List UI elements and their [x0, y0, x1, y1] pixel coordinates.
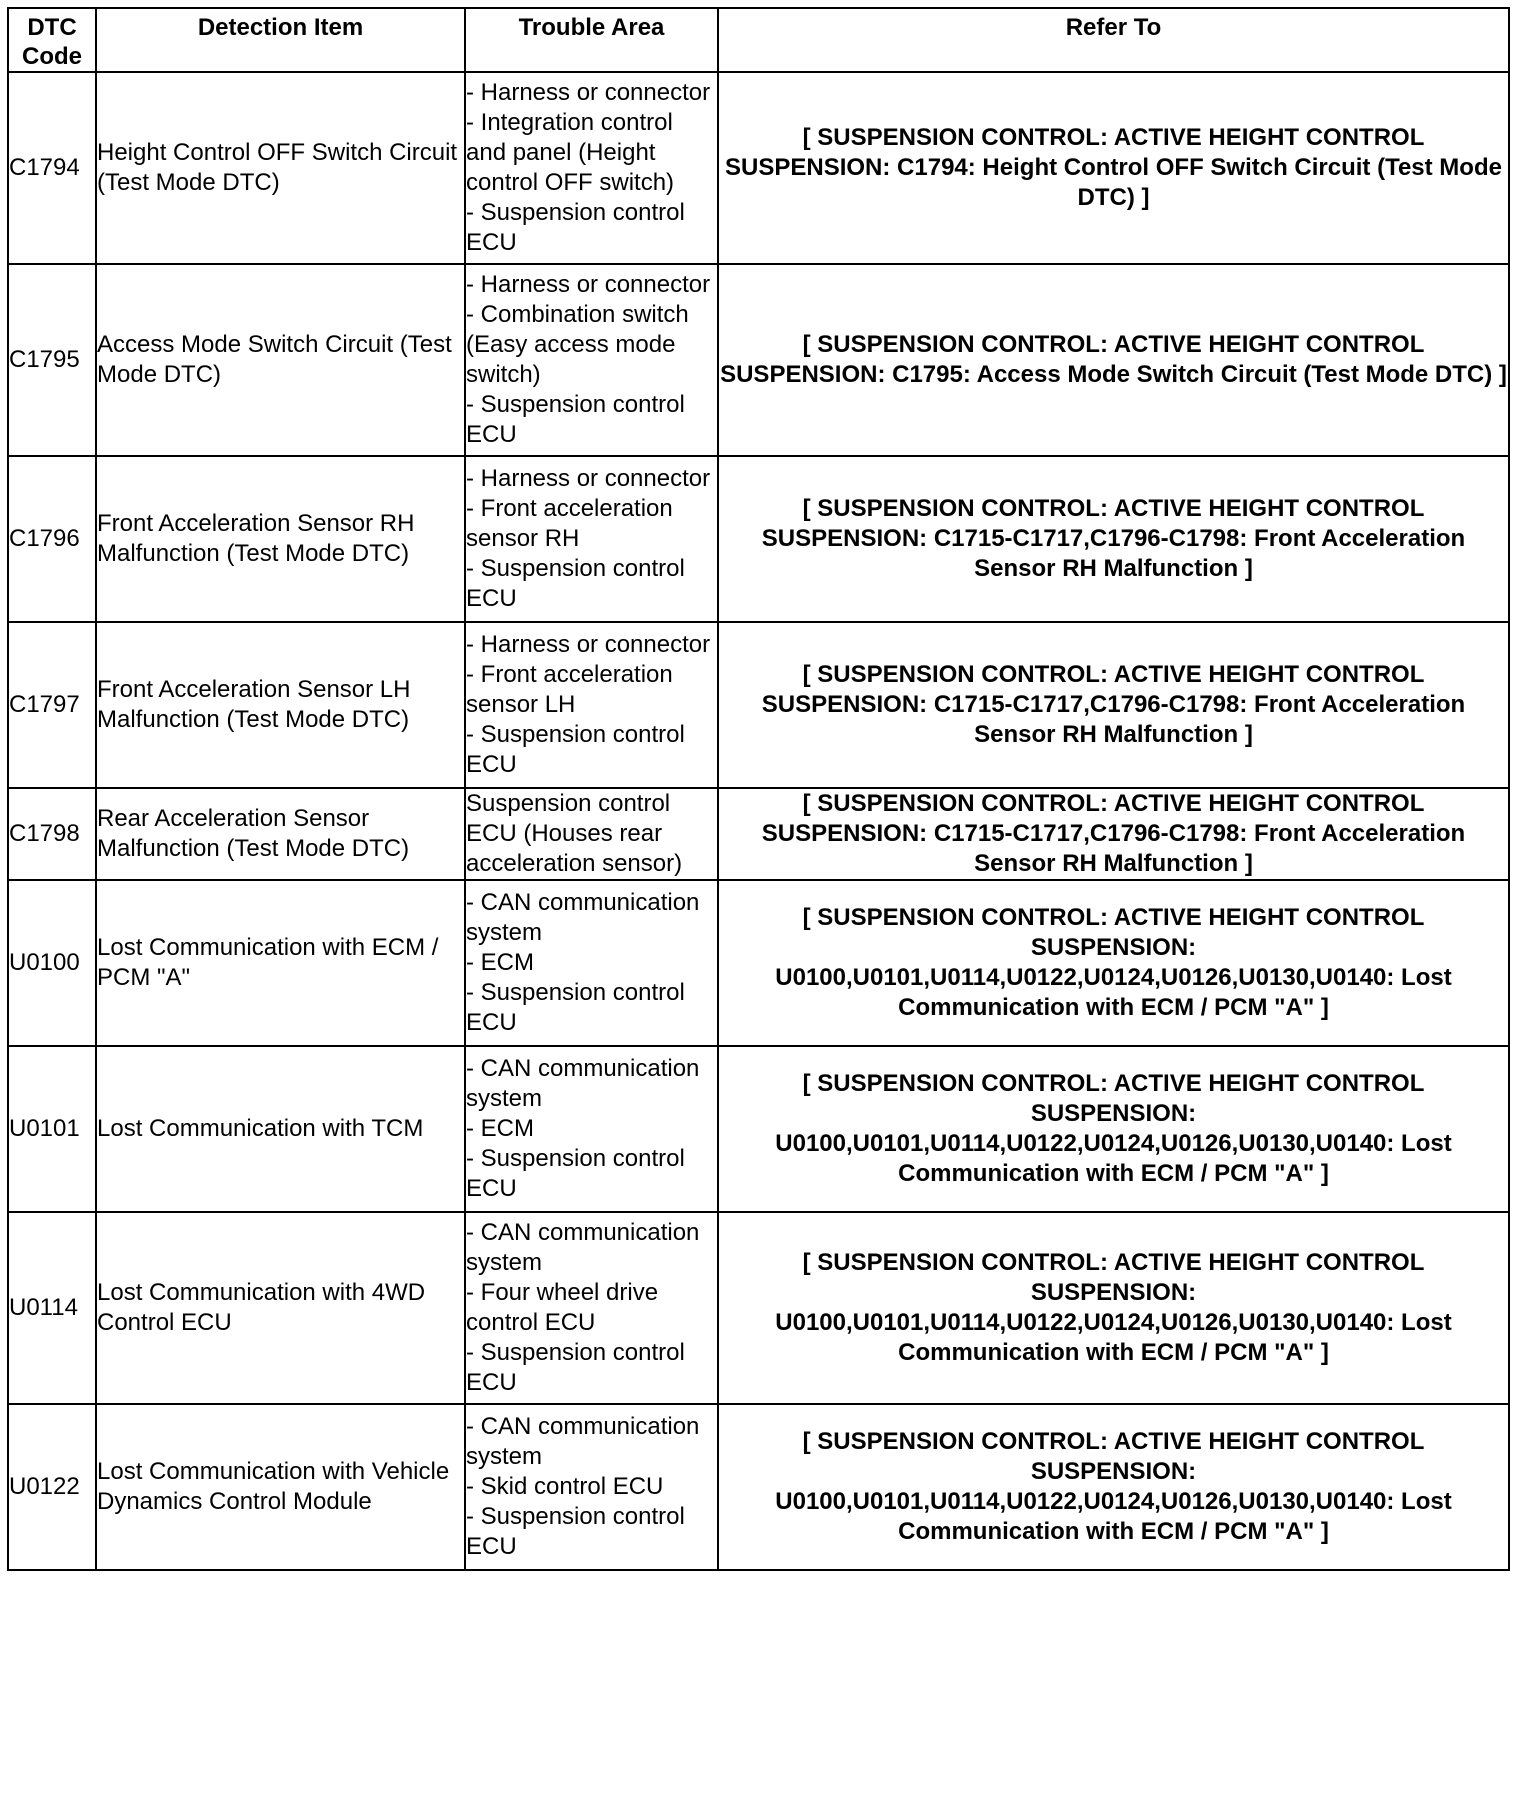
trouble-area-line: - Combination switch (Easy access mode switch) [466, 301, 689, 388]
refer-to [718, 264, 1509, 456]
detection-item: Height Control OFF Switch Circuit (Test Mode DTC) [96, 72, 465, 264]
detection-item: Lost Communication with 4WD Control ECU [96, 1212, 465, 1404]
dtc-table [7, 7, 1510, 1571]
refer-to-link[interactable]: [ SUSPENSION CONTROL: ACTIVE HEIGHT CONTROL SUSPENSION: C1794: Height Control OFF Switch Circuit (Test Mode DTC) ] [725, 124, 1502, 211]
refer-to-link[interactable]: [ SUSPENSION CONTROL: ACTIVE HEIGHT CONTROL SUSPENSION: U0100,U0101,U0114,U0122,U0124,U0126,U0130,U0140: Lost Communication with ECM / PCM "A" ] [775, 1070, 1452, 1187]
refer-to-link[interactable]: [ SUSPENSION CONTROL: ACTIVE HEIGHT CONTROL SUSPENSION: C1715-C1717,C1796-C1798: Front Acceleration Sensor RH Malfunction ] [761, 790, 1466, 877]
refer-to-link[interactable]: [ SUSPENSION CONTROL: ACTIVE HEIGHT CONTROL SUSPENSION: C1715-C1717,C1796-C1798: Front Acceleration Sensor RH Malfunction ] [761, 495, 1466, 582]
table-body [8, 72, 1509, 1570]
table-row [8, 1212, 1509, 1404]
trouble-area-line: - Suspension control ECU [466, 1339, 685, 1396]
dtc-code: U0114 [8, 1212, 96, 1404]
detection-item: Front Acceleration Sensor LH Malfunction (Test Mode DTC) [96, 622, 465, 788]
dtc-code: U0101 [8, 1046, 96, 1212]
trouble-area-line: Suspension control ECU (Houses rear acceleration sensor) [466, 790, 683, 877]
refer-to [718, 72, 1509, 264]
refer-to-link[interactable]: [ SUSPENSION CONTROL: ACTIVE HEIGHT CONTROL SUSPENSION: U0100,U0101,U0114,U0122,U0124,U0126,U0130,U0140: Lost Communication with ECM / PCM "A" ] [775, 1249, 1452, 1366]
header-detection-item: Detection Item [96, 8, 465, 72]
trouble-area-line: - Harness or connector [466, 79, 711, 106]
header-row [8, 8, 1509, 72]
trouble-area-line: - CAN communication system [466, 1055, 700, 1112]
trouble-area-line: - ECM [466, 1115, 534, 1142]
trouble-area-line: - Skid control ECU [466, 1473, 664, 1500]
detection-item: Rear Acceleration Sensor Malfunction (Test Mode DTC) [96, 788, 465, 880]
dtc-code: C1794 [8, 72, 96, 264]
trouble-area-line: - ECM [466, 949, 534, 976]
dtc-code: U0100 [8, 880, 96, 1046]
trouble-area [465, 72, 718, 264]
table-row [8, 788, 1509, 880]
header-dtc-code: DTC Code [8, 8, 96, 72]
trouble-area-line: - Front acceleration sensor RH [466, 495, 673, 552]
refer-to [718, 788, 1509, 880]
detection-item: Lost Communication with ECM / PCM "A" [96, 880, 465, 1046]
trouble-area [465, 1212, 718, 1404]
refer-to [718, 1046, 1509, 1212]
dtc-code: C1796 [8, 456, 96, 622]
detection-item: Lost Communication with TCM [96, 1046, 465, 1212]
trouble-area [465, 456, 718, 622]
trouble-area [465, 1046, 718, 1212]
trouble-area-line: - CAN communication system [466, 1413, 700, 1470]
refer-to [718, 880, 1509, 1046]
trouble-area-line: - Suspension control ECU [466, 1503, 685, 1560]
dtc-code: C1798 [8, 788, 96, 880]
header-refer-to: Refer To [718, 8, 1509, 72]
trouble-area [465, 264, 718, 456]
refer-to [718, 1212, 1509, 1404]
table-row [8, 880, 1509, 1046]
trouble-area [465, 1404, 718, 1570]
dtc-code: C1795 [8, 264, 96, 456]
trouble-area-line: - Integration control and panel (Height control OFF switch) [466, 109, 675, 196]
detection-item: Front Acceleration Sensor RH Malfunction (Test Mode DTC) [96, 456, 465, 622]
trouble-area-line: - CAN communication system [466, 889, 700, 946]
trouble-area [465, 880, 718, 1046]
trouble-area-line: - Suspension control ECU [466, 555, 685, 612]
trouble-area [465, 788, 718, 880]
trouble-area-line: - Harness or connector [466, 631, 711, 658]
refer-to-link[interactable]: [ SUSPENSION CONTROL: ACTIVE HEIGHT CONTROL SUSPENSION: C1795: Access Mode Switch Circuit (Test Mode DTC) ] [720, 331, 1507, 388]
trouble-area-line: - CAN communication system [466, 1219, 700, 1276]
trouble-area-line: - Suspension control ECU [466, 979, 685, 1036]
trouble-area-line: - Suspension control ECU [466, 391, 685, 448]
trouble-area-line: - Suspension control ECU [466, 1145, 685, 1202]
trouble-area-line: - Harness or connector [466, 465, 711, 492]
detection-item: Lost Communication with Vehicle Dynamics Control Module [96, 1404, 465, 1570]
detection-item: Access Mode Switch Circuit (Test Mode DTC) [96, 264, 465, 456]
trouble-area-line: - Four wheel drive control ECU [466, 1279, 659, 1336]
trouble-area-line: - Front acceleration sensor LH [466, 661, 673, 718]
refer-to-link[interactable]: [ SUSPENSION CONTROL: ACTIVE HEIGHT CONTROL SUSPENSION: U0100,U0101,U0114,U0122,U0124,U0126,U0130,U0140: Lost Communication with ECM / PCM "A" ] [775, 1428, 1452, 1545]
dtc-code: U0122 [8, 1404, 96, 1570]
refer-to [718, 456, 1509, 622]
table-row [8, 72, 1509, 264]
trouble-area [465, 622, 718, 788]
trouble-area-line: - Suspension control ECU [466, 199, 685, 256]
dtc-code: C1797 [8, 622, 96, 788]
table-row [8, 456, 1509, 622]
refer-to [718, 1404, 1509, 1570]
table-row [8, 1046, 1509, 1212]
refer-to-link[interactable]: [ SUSPENSION CONTROL: ACTIVE HEIGHT CONTROL SUSPENSION: U0100,U0101,U0114,U0122,U0124,U0126,U0130,U0140: Lost Communication with ECM / PCM "A" ] [775, 904, 1452, 1021]
table-row [8, 622, 1509, 788]
table-row [8, 1404, 1509, 1570]
refer-to [718, 622, 1509, 788]
header-trouble-area: Trouble Area [465, 8, 718, 72]
refer-to-link[interactable]: [ SUSPENSION CONTROL: ACTIVE HEIGHT CONTROL SUSPENSION: C1715-C1717,C1796-C1798: Front Acceleration Sensor RH Malfunction ] [761, 661, 1466, 748]
trouble-area-line: - Suspension control ECU [466, 721, 685, 778]
table-row [8, 264, 1509, 456]
trouble-area-line: - Harness or connector [466, 271, 711, 298]
